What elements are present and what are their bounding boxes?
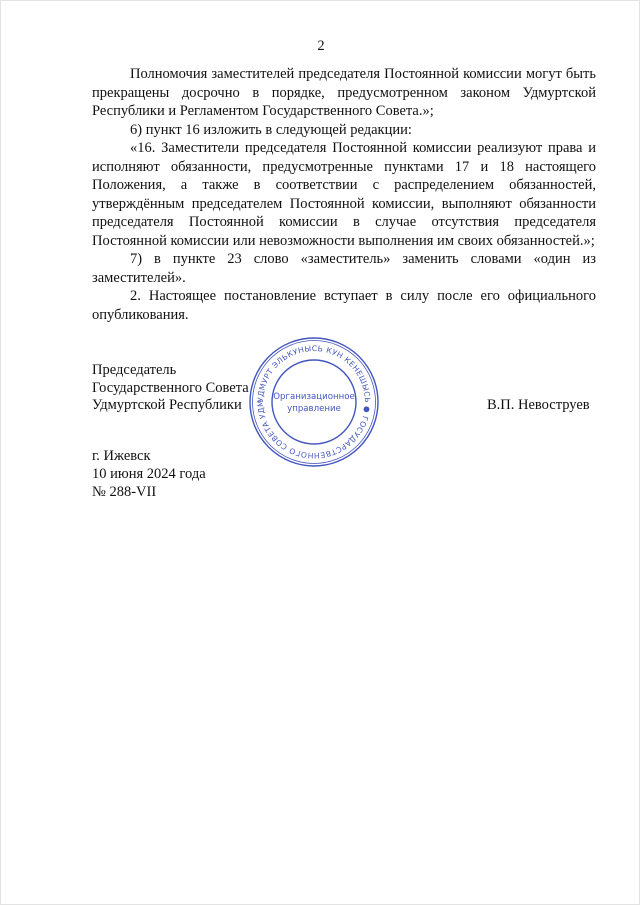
issue-place: г. Ижевск	[92, 448, 151, 464]
signatory-title-line3: Удмуртской Республики	[92, 397, 242, 413]
signatory-title-line1: Председатель	[92, 362, 177, 378]
issue-details	[92, 447, 206, 501]
signatory-name: В.П. Невоструев	[487, 397, 590, 413]
svg-text:Организационное: Организационное	[273, 392, 355, 402]
svg-text:управление: управление	[287, 404, 341, 414]
page-number: 2	[317, 38, 325, 54]
svg-text:УДМУРТ ЭЛЬКУНЫСЬ КУН КЕНЕШЫСЬ: УДМУРТ ЭЛЬКУНЫСЬ КУН КЕНЕШЫСЬ ● ГОСУДАРСТВЕННОГО СОВЕТА УДМ	[255, 343, 373, 461]
paragraph: Полномочия заместителей председателя Постоянной комиссии могут быть прекращены досрочно в порядке, предусмотренном законом Удмуртской Республики и Регламентом Государственного Совета.»;	[92, 66, 596, 119]
issue-date: 10 июня 2024 года	[92, 466, 206, 482]
signatory-title-line2: Государственного Совета	[92, 379, 249, 396]
paragraph: 2. Настоящее постановление вступает в силу после его официального опубликования.	[92, 288, 596, 323]
paragraph: «16. Заместители председателя Постоянной комиссии реализуют права и исполняют обязанности, предусмотренные пунктами 17 и 18 настоящего Положения, а также в соответствии с распределением обязанностей, утверждённым председателем Постоянной комиссии, выполняют обязанности председателя Постоянной комиссии в случае отсутствия председателя Постоянной комиссии или невозможности выполнения им своих обязанностей.»;	[92, 140, 596, 249]
paragraph: 6) пункт 16 изложить в следующей редакции:	[130, 121, 412, 138]
official-seal-stamp	[247, 335, 381, 469]
paragraph: 7) в пункте 23 слово «заместитель» заменить словами «один из заместителей».	[92, 251, 596, 286]
seal-icon	[247, 335, 381, 469]
document-body	[92, 65, 596, 324]
document-number: № 288-VII	[92, 484, 157, 500]
signature-block	[92, 362, 249, 415]
